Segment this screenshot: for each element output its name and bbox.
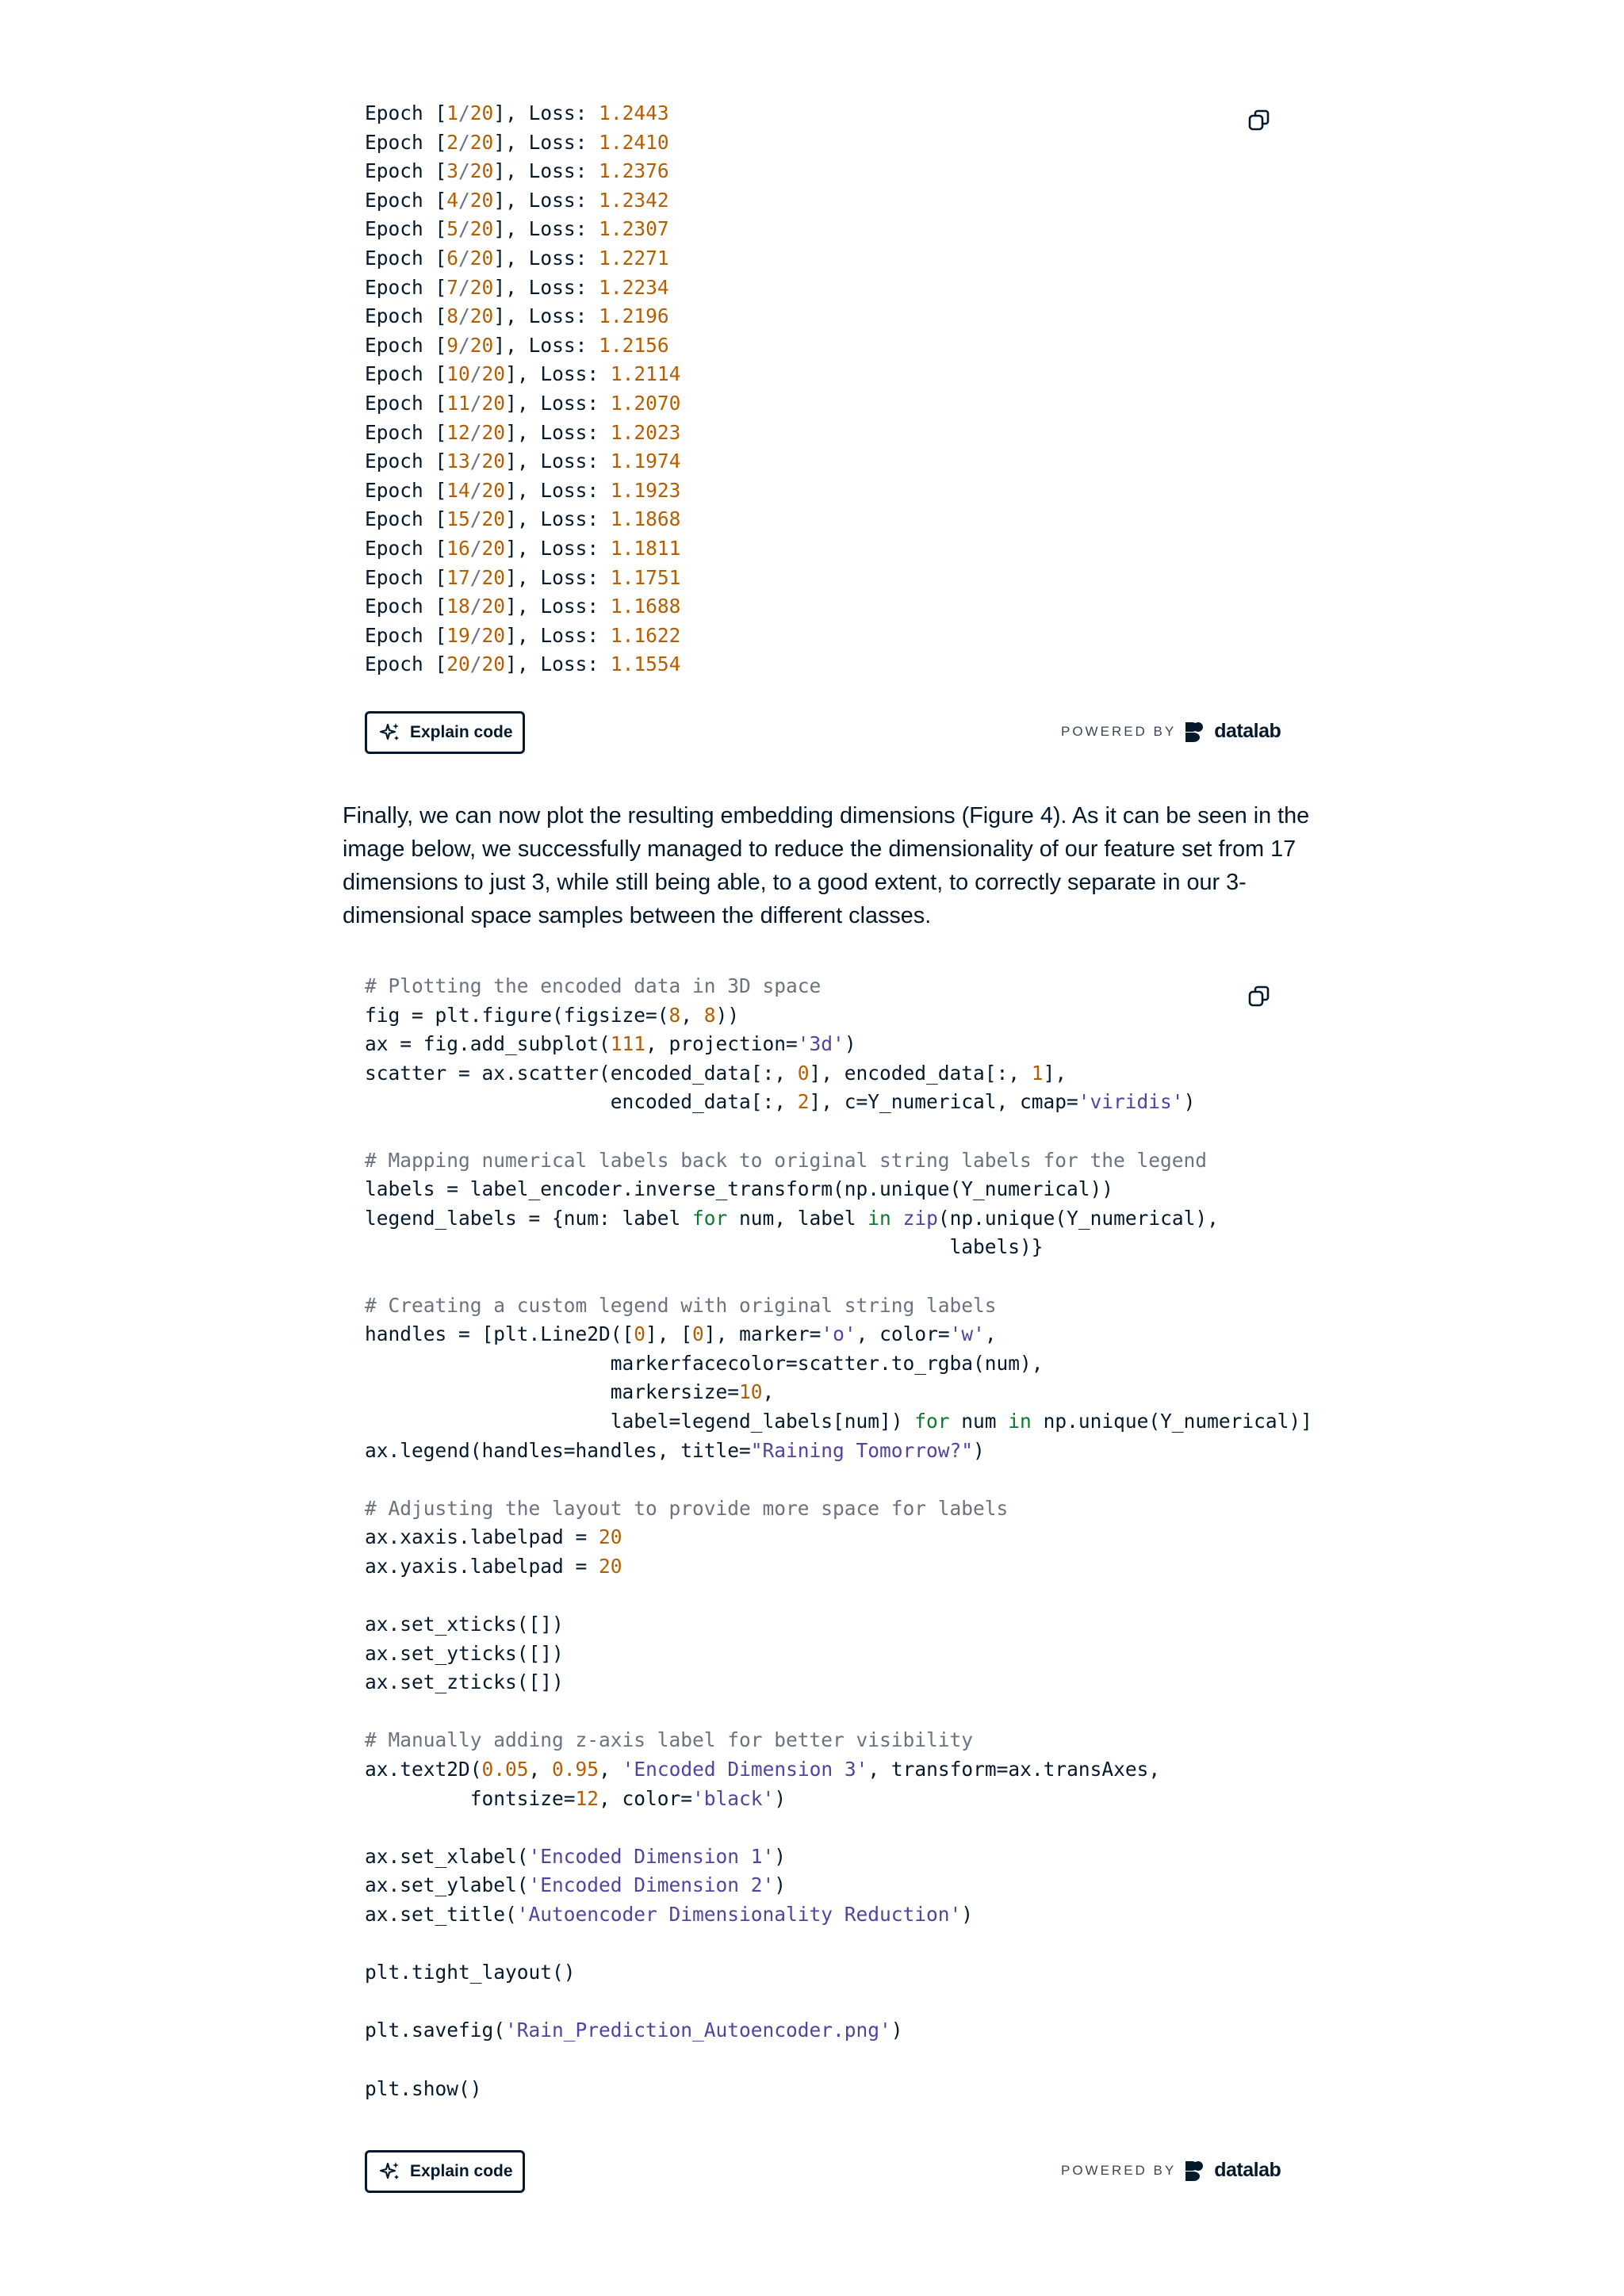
epoch-number: 20: [446, 652, 470, 676]
code-token: 0.95: [552, 1758, 599, 1781]
code-token: # Adjusting the layout to provide more space for labels: [365, 1496, 1009, 1520]
code-line: [365, 1640, 1312, 1669]
output-separator: /: [469, 565, 482, 589]
epoch-total: 20: [469, 333, 494, 357]
code-line: [365, 1117, 1312, 1146]
powered-by-label: POWERED BY: [1061, 723, 1177, 739]
code-token: for: [914, 1409, 950, 1433]
code-token: 0: [692, 1322, 704, 1346]
output-line: [365, 302, 680, 331]
epoch-total: 20: [481, 595, 506, 618]
code-token: fig = plt.figure(figsize=(: [365, 1003, 669, 1027]
output-text: ], Loss:: [505, 420, 611, 444]
code-token: 0: [634, 1322, 646, 1346]
output-text: ], Loss:: [493, 130, 599, 154]
output-text: Epoch [: [365, 304, 447, 328]
loss-value: 1.2342: [599, 188, 669, 212]
epoch-total: 20: [469, 159, 494, 183]
code-token: 0: [797, 1061, 810, 1085]
code-token: , transform=ax.transAxes,: [868, 1758, 1161, 1781]
datalab-logo-icon: [1184, 2160, 1206, 2182]
epoch-number: 10: [446, 362, 470, 386]
code-token: 'viridis': [1078, 1090, 1184, 1114]
code-token: ax.set_xticks([]): [365, 1613, 564, 1636]
epoch-total: 20: [481, 450, 506, 473]
epoch-total: 20: [481, 391, 506, 415]
code-line: [365, 1813, 1312, 1843]
epoch-number: 17: [446, 565, 470, 589]
code-token: ,: [984, 1322, 997, 1346]
output-text: Epoch [: [365, 275, 447, 299]
code-line: [365, 1059, 1312, 1089]
output-separator: /: [469, 391, 482, 415]
code-token: ], encoded_data[:,: [809, 1061, 1032, 1085]
output-line: [365, 274, 680, 303]
copy-icon: [1247, 108, 1272, 133]
code-line: [365, 1349, 1312, 1379]
code-line: [365, 1494, 1312, 1524]
output-line: [365, 505, 680, 534]
copy-icon: [1247, 984, 1272, 1009]
epoch-number: 14: [446, 478, 470, 502]
output-separator: /: [469, 478, 482, 502]
output-text: Epoch [: [365, 246, 447, 270]
code-line: [365, 1088, 1312, 1117]
code-line: [365, 1437, 1312, 1466]
loss-value: 1.2196: [599, 304, 669, 328]
output-text: ], Loss:: [493, 275, 599, 299]
output-separator: /: [458, 246, 470, 270]
code-line: [365, 1030, 1312, 1059]
code-line: [365, 1320, 1312, 1349]
code-line: [365, 1146, 1312, 1176]
output-text: Epoch [: [365, 159, 447, 183]
training-output-block: [365, 99, 680, 679]
code-token: ): [844, 1032, 856, 1056]
code-token: plt.show(): [365, 2076, 482, 2100]
code-token: in: [868, 1206, 891, 1230]
code-line: [365, 1262, 1312, 1292]
epoch-number: 1: [446, 101, 459, 124]
plotting-code-block: [365, 972, 1312, 2103]
code-line: [365, 1465, 1312, 1494]
output-text: ], Loss:: [505, 478, 611, 502]
epoch-number: 4: [446, 188, 459, 212]
epoch-total: 20: [469, 101, 494, 124]
loss-value: 1.1811: [610, 536, 681, 560]
output-text: ], Loss:: [493, 304, 599, 328]
code-token: ax.set_title(: [365, 1903, 517, 1926]
output-text: Epoch [: [365, 652, 447, 676]
explain-code-label: Explain code: [410, 723, 513, 741]
epoch-total: 20: [481, 420, 506, 444]
code-token: ,: [762, 1380, 775, 1404]
code-token: # Manually adding z-axis label for better visibility: [365, 1728, 974, 1752]
powered-by-datalab-2: [1061, 2159, 1281, 2182]
code-token: markerfacecolor=scatter.to_rgba(num),: [365, 1351, 1044, 1375]
code-token: ], marker=: [703, 1322, 822, 1346]
code-token: ],: [1043, 1061, 1067, 1085]
output-text: ], Loss:: [505, 536, 611, 560]
epoch-total: 20: [481, 652, 506, 676]
output-text: Epoch [: [365, 391, 447, 415]
code-token: ): [1183, 1090, 1196, 1114]
loss-value: 1.2271: [599, 246, 669, 270]
output-line: [365, 331, 680, 361]
loss-value: 1.2156: [599, 333, 669, 357]
output-text: ], Loss:: [505, 362, 611, 386]
output-text: ], Loss:: [505, 565, 611, 589]
code-token: ax.yaxis.labelpad =: [365, 1554, 599, 1578]
output-separator: /: [469, 420, 482, 444]
code-line: [365, 1175, 1312, 1204]
code-token: 'Encoded Dimension 1': [528, 1844, 775, 1868]
code-token: plt.savefig(: [365, 2019, 506, 2042]
code-token: 111: [610, 1032, 646, 1056]
code-token: num: [949, 1409, 1009, 1433]
epoch-number: 13: [446, 450, 470, 473]
code-line: [365, 2045, 1312, 2075]
code-line: [365, 1407, 1312, 1437]
output-text: Epoch [: [365, 623, 447, 647]
code-line: [365, 1233, 1312, 1262]
output-line: [365, 564, 680, 593]
output-separator: /: [458, 304, 470, 328]
code-token: "Raining Tomorrow?": [750, 1438, 974, 1462]
output-text: ], Loss:: [493, 159, 599, 183]
output-line: [365, 476, 680, 506]
output-line: [365, 244, 680, 274]
code-line: [365, 1581, 1312, 1610]
output-separator: /: [458, 188, 470, 212]
code-token: 20: [599, 1554, 622, 1578]
output-text: Epoch [: [365, 536, 447, 560]
code-token: fontsize=: [365, 1786, 576, 1810]
loss-value: 1.2307: [599, 217, 669, 241]
code-token: # Mapping numerical labels back to original string labels for the legend: [365, 1148, 1208, 1172]
code-line: [365, 1930, 1312, 1959]
code-token: ax.text2D(: [365, 1758, 482, 1781]
code-line: [365, 1697, 1312, 1727]
code-token: ax.set_zticks([]): [365, 1670, 564, 1694]
code-token: 1: [1031, 1061, 1044, 1085]
output-separator: /: [458, 130, 470, 154]
output-text: Epoch [: [365, 565, 447, 589]
output-text: ], Loss:: [505, 450, 611, 473]
code-token: in: [1008, 1409, 1032, 1433]
output-separator: /: [469, 652, 482, 676]
output-separator: /: [458, 275, 470, 299]
epoch-number: 9: [446, 333, 459, 357]
code-token: ): [891, 2019, 903, 2042]
epoch-number: 16: [446, 536, 470, 560]
code-token: ,: [680, 1003, 704, 1027]
code-token: , projection=: [645, 1032, 798, 1056]
loss-value: 1.1868: [610, 507, 681, 531]
output-text: ], Loss:: [505, 507, 611, 531]
output-line: [365, 128, 680, 158]
code-token: zip: [902, 1206, 938, 1230]
output-line: [365, 534, 680, 564]
code-token: 'Rain_Prediction_Autoencoder.png': [505, 2019, 891, 2042]
copy-code-button[interactable]: [1247, 984, 1272, 1009]
output-separator: /: [469, 595, 482, 618]
loss-value: 1.1554: [610, 652, 681, 676]
output-line: [365, 360, 680, 389]
output-line: [365, 650, 680, 679]
code-line: [365, 1871, 1312, 1900]
epoch-number: 2: [446, 130, 459, 154]
datalab-logo-icon: [1184, 721, 1206, 743]
powered-by-datalab: [1061, 720, 1281, 743]
code-token: 12: [575, 1786, 599, 1810]
body-paragraph: Finally, we can now plot the resulting embedding dimensions (Figure 4). As it can be seen in the image below, we successfully managed to reduce the dimensionality of our feature set from 17 dimensions to just 3, while still being able, to a good extent, to correctly separate in our 3-dimensional space samples between the different classes.: [343, 803, 1310, 928]
loss-value: 1.1974: [610, 450, 681, 473]
code-line: [365, 1843, 1312, 1872]
output-text: Epoch [: [365, 101, 447, 124]
code-token: ax.set_xlabel(: [365, 1844, 529, 1868]
output-text: Epoch [: [365, 130, 447, 154]
epoch-total: 20: [469, 130, 494, 154]
code-line: [365, 1900, 1312, 1930]
epoch-number: 12: [446, 420, 470, 444]
output-text: Epoch [: [365, 217, 447, 241]
code-token: for: [692, 1206, 728, 1230]
explain-code-button[interactable]: [365, 711, 525, 754]
loss-value: 1.1923: [610, 478, 681, 502]
output-line: [365, 389, 680, 419]
output-text: ], Loss:: [505, 652, 611, 676]
code-line: [365, 2075, 1312, 2104]
code-line: [365, 1755, 1312, 1785]
output-separator: /: [458, 101, 470, 124]
loss-value: 1.2023: [610, 420, 681, 444]
code-token: legend_labels = {num: label: [365, 1206, 693, 1230]
epoch-total: 20: [469, 275, 494, 299]
epoch-total: 20: [469, 304, 494, 328]
loss-value: 1.2234: [599, 275, 669, 299]
output-text: Epoch [: [365, 507, 447, 531]
code-line: [365, 1292, 1312, 1321]
epoch-total: 20: [481, 507, 506, 531]
epoch-total: 20: [481, 623, 506, 647]
code-token: , color=: [856, 1322, 950, 1346]
epoch-total: 20: [481, 565, 506, 589]
code-token: handles = [plt.Line2D([: [365, 1322, 634, 1346]
output-separator: /: [469, 450, 482, 473]
explain-code-button-2[interactable]: [365, 2150, 525, 2193]
code-token: scatter = ax.scatter(encoded_data[:,: [365, 1061, 798, 1085]
epoch-number: 3: [446, 159, 459, 183]
code-token: 0.05: [481, 1758, 529, 1781]
loss-value: 1.1622: [610, 623, 681, 647]
code-line: [365, 2016, 1312, 2045]
code-token: ax.set_ylabel(: [365, 1873, 529, 1897]
loss-value: 1.2410: [599, 130, 669, 154]
epoch-total: 20: [469, 246, 494, 270]
code-token: )): [715, 1003, 740, 1027]
code-token: , color=: [599, 1786, 693, 1810]
datalab-brand: datalab: [1214, 720, 1281, 742]
code-token: num, label: [727, 1206, 868, 1230]
code-token: 2: [797, 1090, 810, 1114]
code-line: [365, 1552, 1312, 1582]
code-token: encoded_data[:,: [365, 1090, 798, 1114]
epoch-number: 8: [446, 304, 459, 328]
loss-value: 1.1751: [610, 565, 681, 589]
code-token: ], [: [645, 1322, 693, 1346]
output-separator: /: [469, 623, 482, 647]
copy-output-button[interactable]: [1247, 108, 1272, 133]
loss-value: 1.1688: [610, 595, 681, 618]
output-text: Epoch [: [365, 478, 447, 502]
output-text: ], Loss:: [493, 217, 599, 241]
code-line: [365, 1378, 1312, 1407]
output-separator: /: [469, 536, 482, 560]
code-token: ], c=Y_numerical, cmap=: [809, 1090, 1078, 1114]
epoch-total: 20: [481, 536, 506, 560]
code-token: ): [973, 1438, 985, 1462]
code-token: 'Encoded Dimension 2': [528, 1873, 775, 1897]
output-line: [365, 215, 680, 244]
code-token: 20: [599, 1525, 622, 1549]
output-line: [365, 447, 680, 476]
output-separator: /: [458, 159, 470, 183]
code-token: ax.set_yticks([]): [365, 1641, 564, 1665]
code-token: [891, 1207, 903, 1230]
code-token: ): [961, 1903, 974, 1926]
epoch-total: 20: [469, 188, 494, 212]
loss-value: 1.2070: [610, 391, 681, 415]
code-token: label=legend_labels[num]): [365, 1409, 915, 1433]
code-line: [365, 1668, 1312, 1697]
powered-by-label: POWERED BY: [1061, 2162, 1177, 2178]
explain-code-label: Explain code: [410, 2162, 513, 2180]
sparkle-icon: [378, 721, 402, 744]
code-line: [365, 1988, 1312, 2017]
code-line: [365, 1785, 1312, 1814]
epoch-number: 7: [446, 275, 459, 299]
output-text: ], Loss:: [493, 246, 599, 270]
code-token: (np.unique(Y_numerical),: [937, 1206, 1219, 1230]
output-text: ], Loss:: [505, 391, 611, 415]
code-token: markersize=: [365, 1380, 740, 1404]
code-line: [365, 1726, 1312, 1755]
code-token: # Plotting the encoded data in 3D space: [365, 974, 822, 997]
output-line: [365, 622, 680, 651]
output-separator: /: [469, 507, 482, 531]
output-separator: /: [458, 333, 470, 357]
epoch-number: 18: [446, 595, 470, 618]
code-token: 8: [668, 1003, 681, 1027]
epoch-total: 20: [469, 217, 494, 241]
code-line: [365, 1204, 1312, 1234]
output-text: Epoch [: [365, 595, 447, 618]
code-token: '3d': [797, 1032, 845, 1056]
epoch-number: 5: [446, 217, 459, 241]
epoch-number: 19: [446, 623, 470, 647]
code-token: labels = label_encoder.inverse_transform(np.unique(Y_numerical)): [365, 1177, 1114, 1201]
output-text: ], Loss:: [493, 333, 599, 357]
output-text: ], Loss:: [505, 623, 611, 647]
code-token: plt.tight_layout(): [365, 1961, 576, 1984]
output-line: [365, 419, 680, 448]
code-token: np.unique(Y_numerical)]: [1031, 1409, 1312, 1433]
code-token: ax.legend(handles=handles, title=: [365, 1438, 751, 1462]
output-text: ], Loss:: [493, 101, 599, 124]
code-token: ,: [528, 1758, 553, 1781]
code-token: 'o': [821, 1322, 856, 1346]
sparkle-icon: [378, 2160, 402, 2183]
code-token: ax = fig.add_subplot(: [365, 1032, 611, 1056]
code-line: [365, 1523, 1312, 1552]
code-token: ,: [599, 1758, 622, 1781]
epoch-number: 11: [446, 391, 470, 415]
code-line: [365, 1958, 1312, 1988]
epoch-total: 20: [481, 478, 506, 502]
code-token: # Creating a custom legend with original string labels: [365, 1293, 997, 1317]
code-token: 'Encoded Dimension 3': [622, 1758, 868, 1781]
code-line: [365, 972, 1312, 1001]
output-text: ], Loss:: [493, 188, 599, 212]
code-token: ax.xaxis.labelpad =: [365, 1525, 599, 1549]
epoch-number: 6: [446, 246, 459, 270]
output-text: Epoch [: [365, 450, 447, 473]
code-token: 'Autoencoder Dimensionality Reduction': [516, 1903, 962, 1926]
output-text: Epoch [: [365, 188, 447, 212]
code-token: labels)}: [365, 1235, 1044, 1259]
output-line: [365, 157, 680, 186]
output-line: [365, 592, 680, 622]
output-text: Epoch [: [365, 333, 447, 357]
output-separator: /: [458, 217, 470, 241]
loss-value: 1.2443: [599, 101, 669, 124]
code-token: ): [774, 1786, 787, 1810]
code-token: ): [774, 1844, 787, 1868]
code-line: [365, 1001, 1312, 1031]
code-token: 10: [739, 1380, 763, 1404]
output-line: [365, 99, 680, 128]
epoch-total: 20: [481, 362, 506, 386]
code-token: 'w': [949, 1322, 985, 1346]
loss-value: 1.2114: [610, 362, 681, 386]
code-line: [365, 1610, 1312, 1640]
output-text: Epoch [: [365, 362, 447, 386]
output-text: Epoch [: [365, 420, 447, 444]
code-token: 'black': [692, 1786, 775, 1810]
loss-value: 1.2376: [599, 159, 669, 183]
output-text: ], Loss:: [505, 595, 611, 618]
output-line: [365, 186, 680, 216]
epoch-number: 15: [446, 507, 470, 531]
code-token: 8: [703, 1003, 716, 1027]
output-separator: /: [469, 362, 482, 386]
datalab-brand: datalab: [1214, 2159, 1281, 2181]
code-token: ): [774, 1873, 787, 1897]
